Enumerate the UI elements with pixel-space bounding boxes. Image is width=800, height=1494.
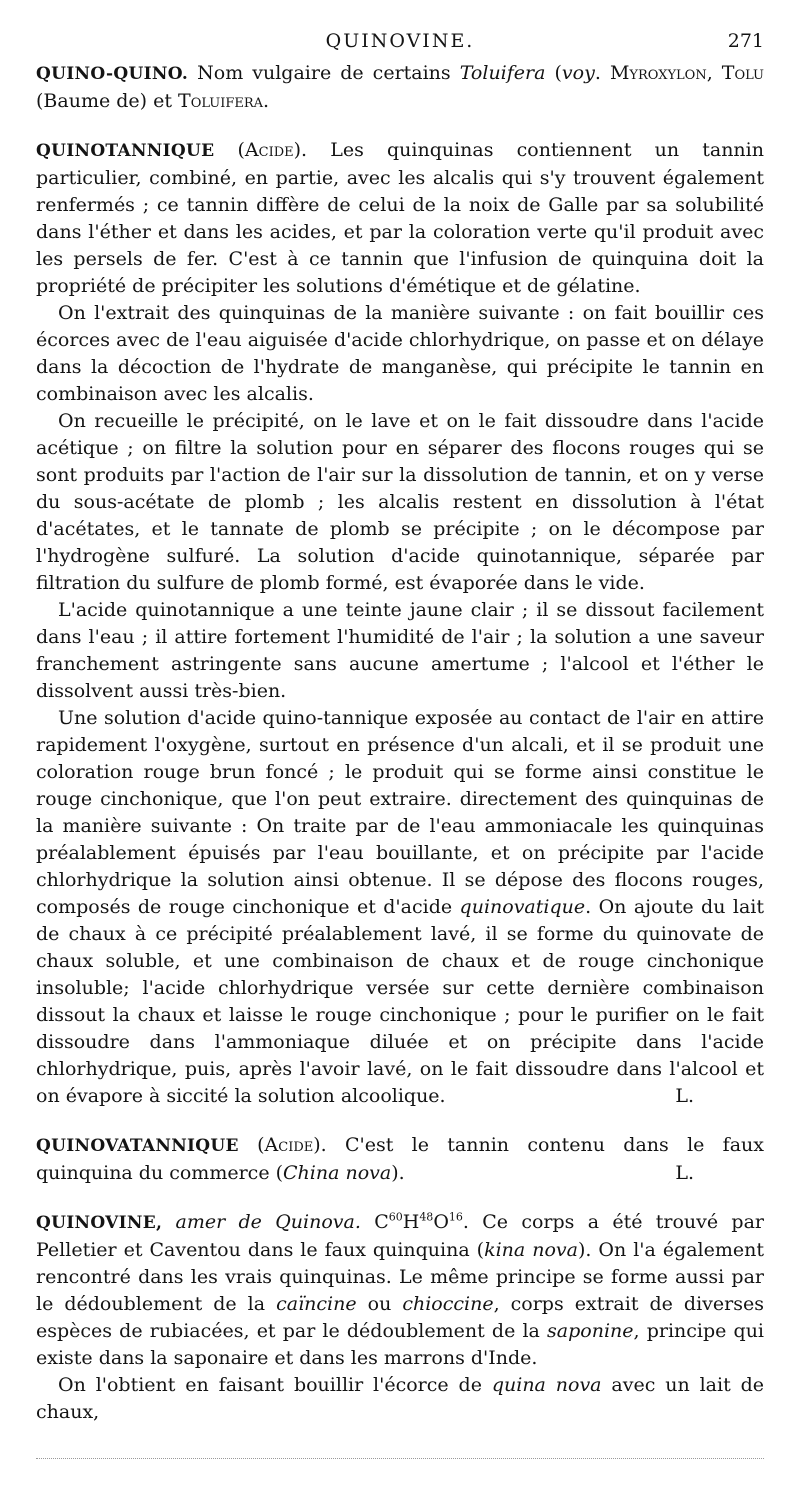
headword: QUINOTANNIQUE (36, 141, 215, 161)
paragraph: On recueille le précipité, on le lave et on le fait dissoudre dans l'acide acétique ; on filtre la solution pour en séparer des flocons rouges qui se sont produits par l'action de l'air sur la dissolution de tannin, et on y verse du sous-acétate de plomb ; les alcalis restent en dissolution à l'état d'acétates, et le tannate de plomb se précipite ; on le décompose par l'hydrogène sulfuré. La solution d'acide quinotannique, séparée par filtration du sulfure de plomb formé, est évaporée dans le vide. (36, 410, 764, 594)
paragraph-text: Une solution d'acide quino-tannique exposée au contact de l'air en attire rapidement l'oxygène, surtout en présence d'un alcali, et il se produit une coloration rouge brun foncé ; le produit qui se forme ainsi constitue le rouge cinchonique, que l'on peut extraire. directement des quinquinas de la manière suivante : On traite par de l'eau ammoniacale les quinquinas préalablement épuisés par l'eau bouillante, et on précipite par l'acide chlorhydrique la solution ainsi obtenue. Il se dépose des flocons rouges, composés de rouge cinchonique et d'acide (36, 707, 764, 918)
italic-term: kina nova (484, 1239, 578, 1261)
text: . (594, 62, 601, 84)
paragraph: On l'extrait des quinquinas de la manière suivante : on fait bouillir ces écorces avec de l'eau aiguisée d'acide chlorhydrique, on passe et on délaye dans la décoction de l'hydrate de manganèse, qui précipite le tannin en combinaison avec les alcalis. (36, 302, 764, 405)
entry-label: (Acide). (257, 1134, 327, 1156)
italic-term: Toluifera (459, 62, 546, 84)
formula-index: 16 (448, 1210, 463, 1224)
running-title: QUINOVINE. (325, 30, 475, 52)
page-header (36, 26, 764, 60)
italic-term: chioccine (402, 1293, 494, 1315)
bottom-divider (36, 1458, 764, 1459)
text: ). On l'a également rencontré dans les vrais quinquinas. Le même principe se forme aussi par le dédoublement de la (36, 1239, 765, 1315)
formula-index: 48 (419, 1210, 434, 1224)
paragraph (36, 705, 764, 1110)
text: , corps extrait de diverses espèces de rubiacées, et par le dédoublement de la (36, 1293, 764, 1342)
entry-quinovine (36, 1209, 764, 1426)
text: , principe qui existe dans la saponaire et dans les marrons d'Inde. (36, 1320, 765, 1369)
italic-term: voy (561, 62, 595, 84)
headword: QUINOVATANNIQUE (36, 1136, 239, 1156)
author-signature: L. (675, 1162, 694, 1184)
paragraph-text: avec un lait de chaux, (36, 1374, 765, 1423)
text: Nom vulgaire de certains (197, 62, 451, 84)
headword: QUINO-QUINO. (36, 64, 189, 84)
text: C'est le tannin contenu dans le faux quinquina du commerce ( (36, 1134, 764, 1184)
italic-term: caïncine (276, 1293, 357, 1315)
paragraph-text: On l'obtient en faisant bouillir l'écorce de (58, 1374, 482, 1396)
headword: QUINOVINE, (36, 1213, 163, 1233)
italic-term: quinovatique (459, 896, 586, 918)
formula-element: O (433, 1211, 449, 1233)
text: ( (554, 62, 562, 84)
italic-term: saponine (547, 1320, 634, 1342)
page (36, 26, 764, 1426)
text: ou (367, 1293, 392, 1315)
italic-term: amer de Quinova. (175, 1211, 361, 1233)
text: . Ce corps a été trouvé par Pelletier et Caventou dans le faux quinquina ( (36, 1211, 765, 1261)
cross-reference: Toluifera. (178, 90, 270, 112)
entry-quinovatannique (36, 1132, 764, 1187)
paragraph-text: . On ajoute du lait de chaux à ce précipité préalablement lavé, il se forme du quinovate de chaux soluble, et une combinaison de chaux et de rouge cinchonique insoluble; l'acide chlorhydrique versée sur cette dernière combinaison dissout la chaux et laisse le rouge cinchonique ; pour le purifier on le fait dissoudre dans l'ammoniaque diluée et on précipite dans l'acide chlorhydrique, puis, après l'avoir lavé, on le fait dissoudre dans l'alcool et on évapore à siccité la solution alcoolique. (36, 896, 764, 1107)
entry-quino-quino (36, 60, 764, 115)
formula-element: H (402, 1211, 420, 1233)
paragraph: L'acide quinotannique a une teinte jaune clair ; il se dissout facilement dans l'eau ; il attire fortement l'humidité de l'air ; la solution a une saveur franchement astringente sans aucune amertume ; l'alcool et l'éther le dissolvent aussi très-bien. (36, 599, 764, 702)
formula-element: C (374, 1211, 389, 1233)
cross-reference: Tolu (721, 62, 764, 84)
text: ). (391, 1162, 405, 1184)
paragraph (36, 1372, 764, 1426)
entry-quinotannique (36, 137, 764, 1110)
author-signature: L. (675, 1085, 694, 1107)
cross-reference: Myroxylon, (609, 62, 713, 84)
italic-term: China nova (283, 1162, 392, 1184)
entry-label: (Acide). (237, 139, 308, 161)
formula-index: 60 (388, 1210, 403, 1224)
page-number: 271 (727, 30, 764, 52)
paragraph-text: Les quinquinas contiennent un tannin particulier, combiné, en partie, avec les alcalis qui s'y trouvent également renfermés ; ce tannin diffère de celui de la noix de Galle par sa solubilité dans l'éther et dans les acides, et par la coloration verte qu'il produit avec les persels de fer. C'est à ce tannin que l'infusion de quinquina doit la propriété de précipiter les solutions d'émétique et de gélatine. (36, 139, 764, 297)
text: (Baume de) et (36, 90, 172, 112)
chemical-formula (374, 1211, 463, 1233)
italic-term: quina nova (491, 1374, 602, 1396)
